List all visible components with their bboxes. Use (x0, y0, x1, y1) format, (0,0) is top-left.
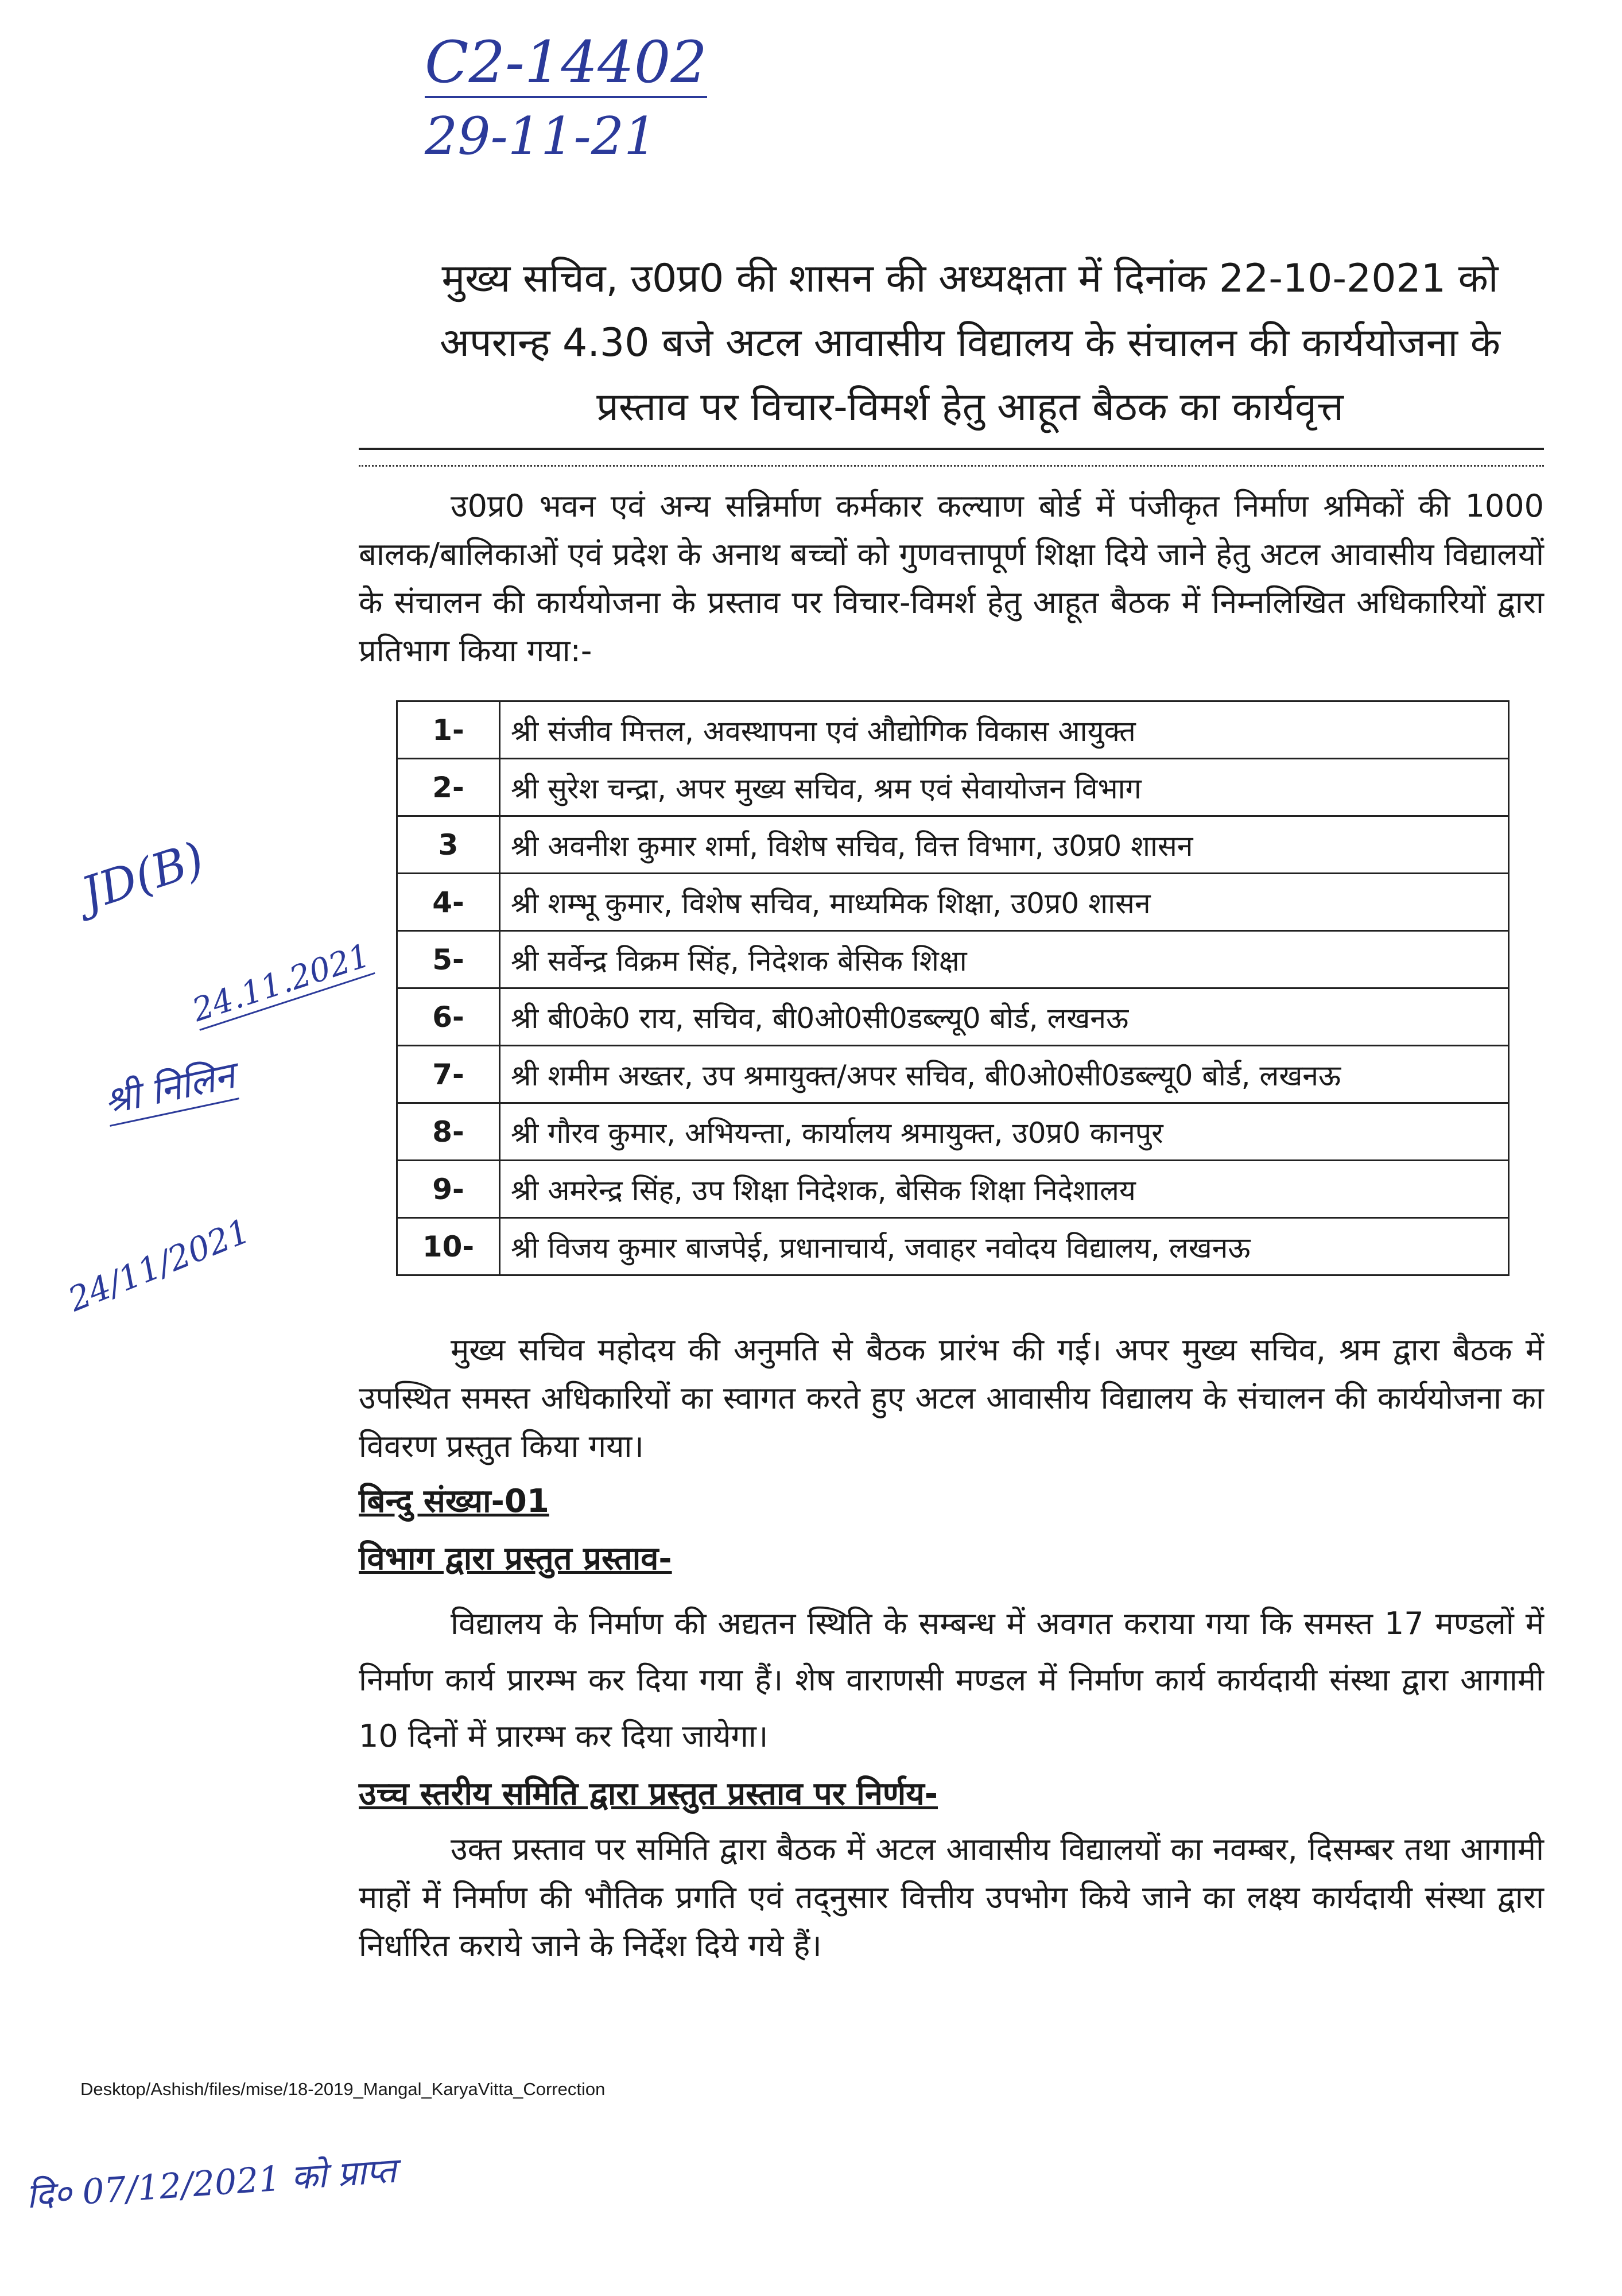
attendee-name: श्री बी0के0 राय, सचिव, बी0ओ0सी0डब्ल्यू0 बोर्ड, लखनऊ (500, 988, 1509, 1046)
margin-date-2: 24/11/2021 (63, 1211, 255, 1320)
handwritten-reference-number: C2-14402 (425, 29, 707, 98)
title-line-1: मुख्य सचिव, उ0प्र0 की शासन की अध्यक्षता में दिनांक 22-10-2021 को (441, 256, 1499, 301)
attendee-name: श्री सर्वेन्द्र विक्रम सिंह, निदेशक बेसिक शिक्षा (500, 931, 1509, 988)
attendee-number: 4- (397, 874, 500, 931)
title-line-3: प्रस्ताव पर विचार-विमर्श हेतु आहूत बैठक का कार्यवृत्त (596, 385, 1344, 430)
department-proposal-heading: विभाग द्वारा प्रस्तुत प्रस्ताव- (359, 1540, 672, 1577)
title-divider (359, 448, 1544, 467)
attendees-table (396, 700, 1510, 1276)
footer-file-path: Desktop/Ashish/files/mise/18-2019_Mangal_KaryaVitta_Correction (80, 2079, 606, 2099)
margin-note-jd: JD(B) (75, 831, 211, 921)
attendee-row (397, 1161, 1509, 1218)
attendee-row (397, 1218, 1509, 1275)
attendee-number: 5- (397, 931, 500, 988)
attendee-name: श्री अमरेन्द्र सिंह, उप शिक्षा निदेशक, बेसिक शिक्षा निदेशालय (500, 1161, 1509, 1218)
attendee-name: श्री विजय कुमार बाजपेई, प्रधानाचार्य, जवाहर नवोदय विद्यालय, लखनऊ (500, 1218, 1509, 1275)
department-proposal-text: विद्यालय के निर्माण की अद्यतन स्थिति के सम्बन्ध में अवगत कराया गया कि समस्त 17 मण्डलों में निर्माण कार्य प्रारम्भ कर दिया गया हैं। शेष वाराणसी मण्डल में निर्माण कार्य कार्यदायी संस्था द्वारा आगामी 10 दिनों में प्रारम्भ कर दिया जायेगा। (359, 1605, 1544, 1754)
attendee-row (397, 874, 1509, 931)
attendee-name: श्री संजीव मित्तल, अवस्थापना एवं औद्योगिक विकास आयुक्त (500, 701, 1509, 759)
attendee-number: 1- (397, 701, 500, 759)
handwritten-reference-date: 29-11-21 (425, 106, 657, 166)
point-heading: बिन्दु संख्या-01 (359, 1483, 549, 1520)
attendee-number: 8- (397, 1103, 500, 1161)
attendee-number: 7- (397, 1046, 500, 1103)
attendee-number: 6- (397, 988, 500, 1046)
attendee-number: 10- (397, 1218, 500, 1275)
title-line-2: अपरान्ह 4.30 बजे अटल आवासीय विद्यालय के संचालन की कार्ययोजना के (440, 320, 1500, 366)
attendee-name: श्री शमीम अख्तर, उप श्रमायुक्त/अपर सचिव, बी0ओ0सी0डब्ल्यू0 बोर्ड, लखनऊ (500, 1046, 1509, 1103)
attendee-number: 2- (397, 759, 500, 816)
attendee-number: 3 (397, 816, 500, 874)
attendee-number: 9- (397, 1161, 500, 1218)
margin-note-signature: श्री निलिन (99, 1049, 239, 1127)
attendee-row (397, 1046, 1509, 1103)
bottom-received-note: दि० 07/12/2021 को प्राप्त (25, 2150, 398, 2217)
attendee-row (397, 931, 1509, 988)
attendee-name: श्री सुरेश चन्द्रा, अपर मुख्य सचिव, श्रम एवं सेवायोजन विभाग (500, 759, 1509, 816)
attendee-name: श्री गौरव कुमार, अभियन्ता, कार्यालय श्रमायुक्त, उ0प्र0 कानपुर (500, 1103, 1509, 1161)
margin-date-1: 24.11.2021 (188, 937, 375, 1031)
decision-text: उक्त प्रस्ताव पर समिति द्वारा बैठक में अटल आवासीय विद्यालयों का नवम्बर, दिसम्बर तथा आगामी माहों में निर्माण की भौतिक प्रगति एवं तद्नुसार वित्तीय उपभोग किये जाने का लक्ष्य कार्यदायी संस्था द्वारा निर्धारित कराये जाने के निर्देश दिये गये हैं। (359, 1831, 1544, 1964)
attendee-row (397, 701, 1509, 759)
attendee-row (397, 1103, 1509, 1161)
attendee-name: श्री शम्भू कुमार, विशेष सचिव, माध्यमिक शिक्षा, उ0प्र0 शासन (500, 874, 1509, 931)
attendee-row (397, 988, 1509, 1046)
decision-heading: उच्च स्तरीय समिति द्वारा प्रस्तुत प्रस्ताव पर निर्णय- (359, 1775, 938, 1813)
opening-paragraph: मुख्य सचिव महोदय की अनुमति से बैठक प्रारंभ की गई। अपर मुख्य सचिव, श्रम द्वारा बैठक में उपस्थित समस्त अधिकारियों का स्वागत करते हुए अटल आवासीय विद्यालय के संचालन की कार्ययोजना का विवरण प्रस्तुत किया गया। (359, 1332, 1544, 1464)
attendee-row (397, 759, 1509, 816)
document-title (344, 247, 1596, 440)
intro-paragraph: उ0प्र0 भवन एवं अन्य सन्निर्माण कर्मकार कल्याण बोर्ड में पंजीकृत निर्माण श्रमिकों की 1000 बालक/बालिकाओं एवं प्रदेश के अनाथ बच्चों को गुणवत्तापूर्ण शिक्षा दिये जाने हेतु अटल आवासीय विद्यालयों के संचालन की कार्ययोजना के प्रस्ताव पर विचार-विमर्श हेतु आहूत बैठक में निम्नलिखित अधिकारियों द्वारा प्रतिभाग किया गया:- (359, 488, 1544, 669)
attendee-row (397, 816, 1509, 874)
attendee-name: श्री अवनीश कुमार शर्मा, विशेष सचिव, वित्त विभाग, उ0प्र0 शासन (500, 816, 1509, 874)
